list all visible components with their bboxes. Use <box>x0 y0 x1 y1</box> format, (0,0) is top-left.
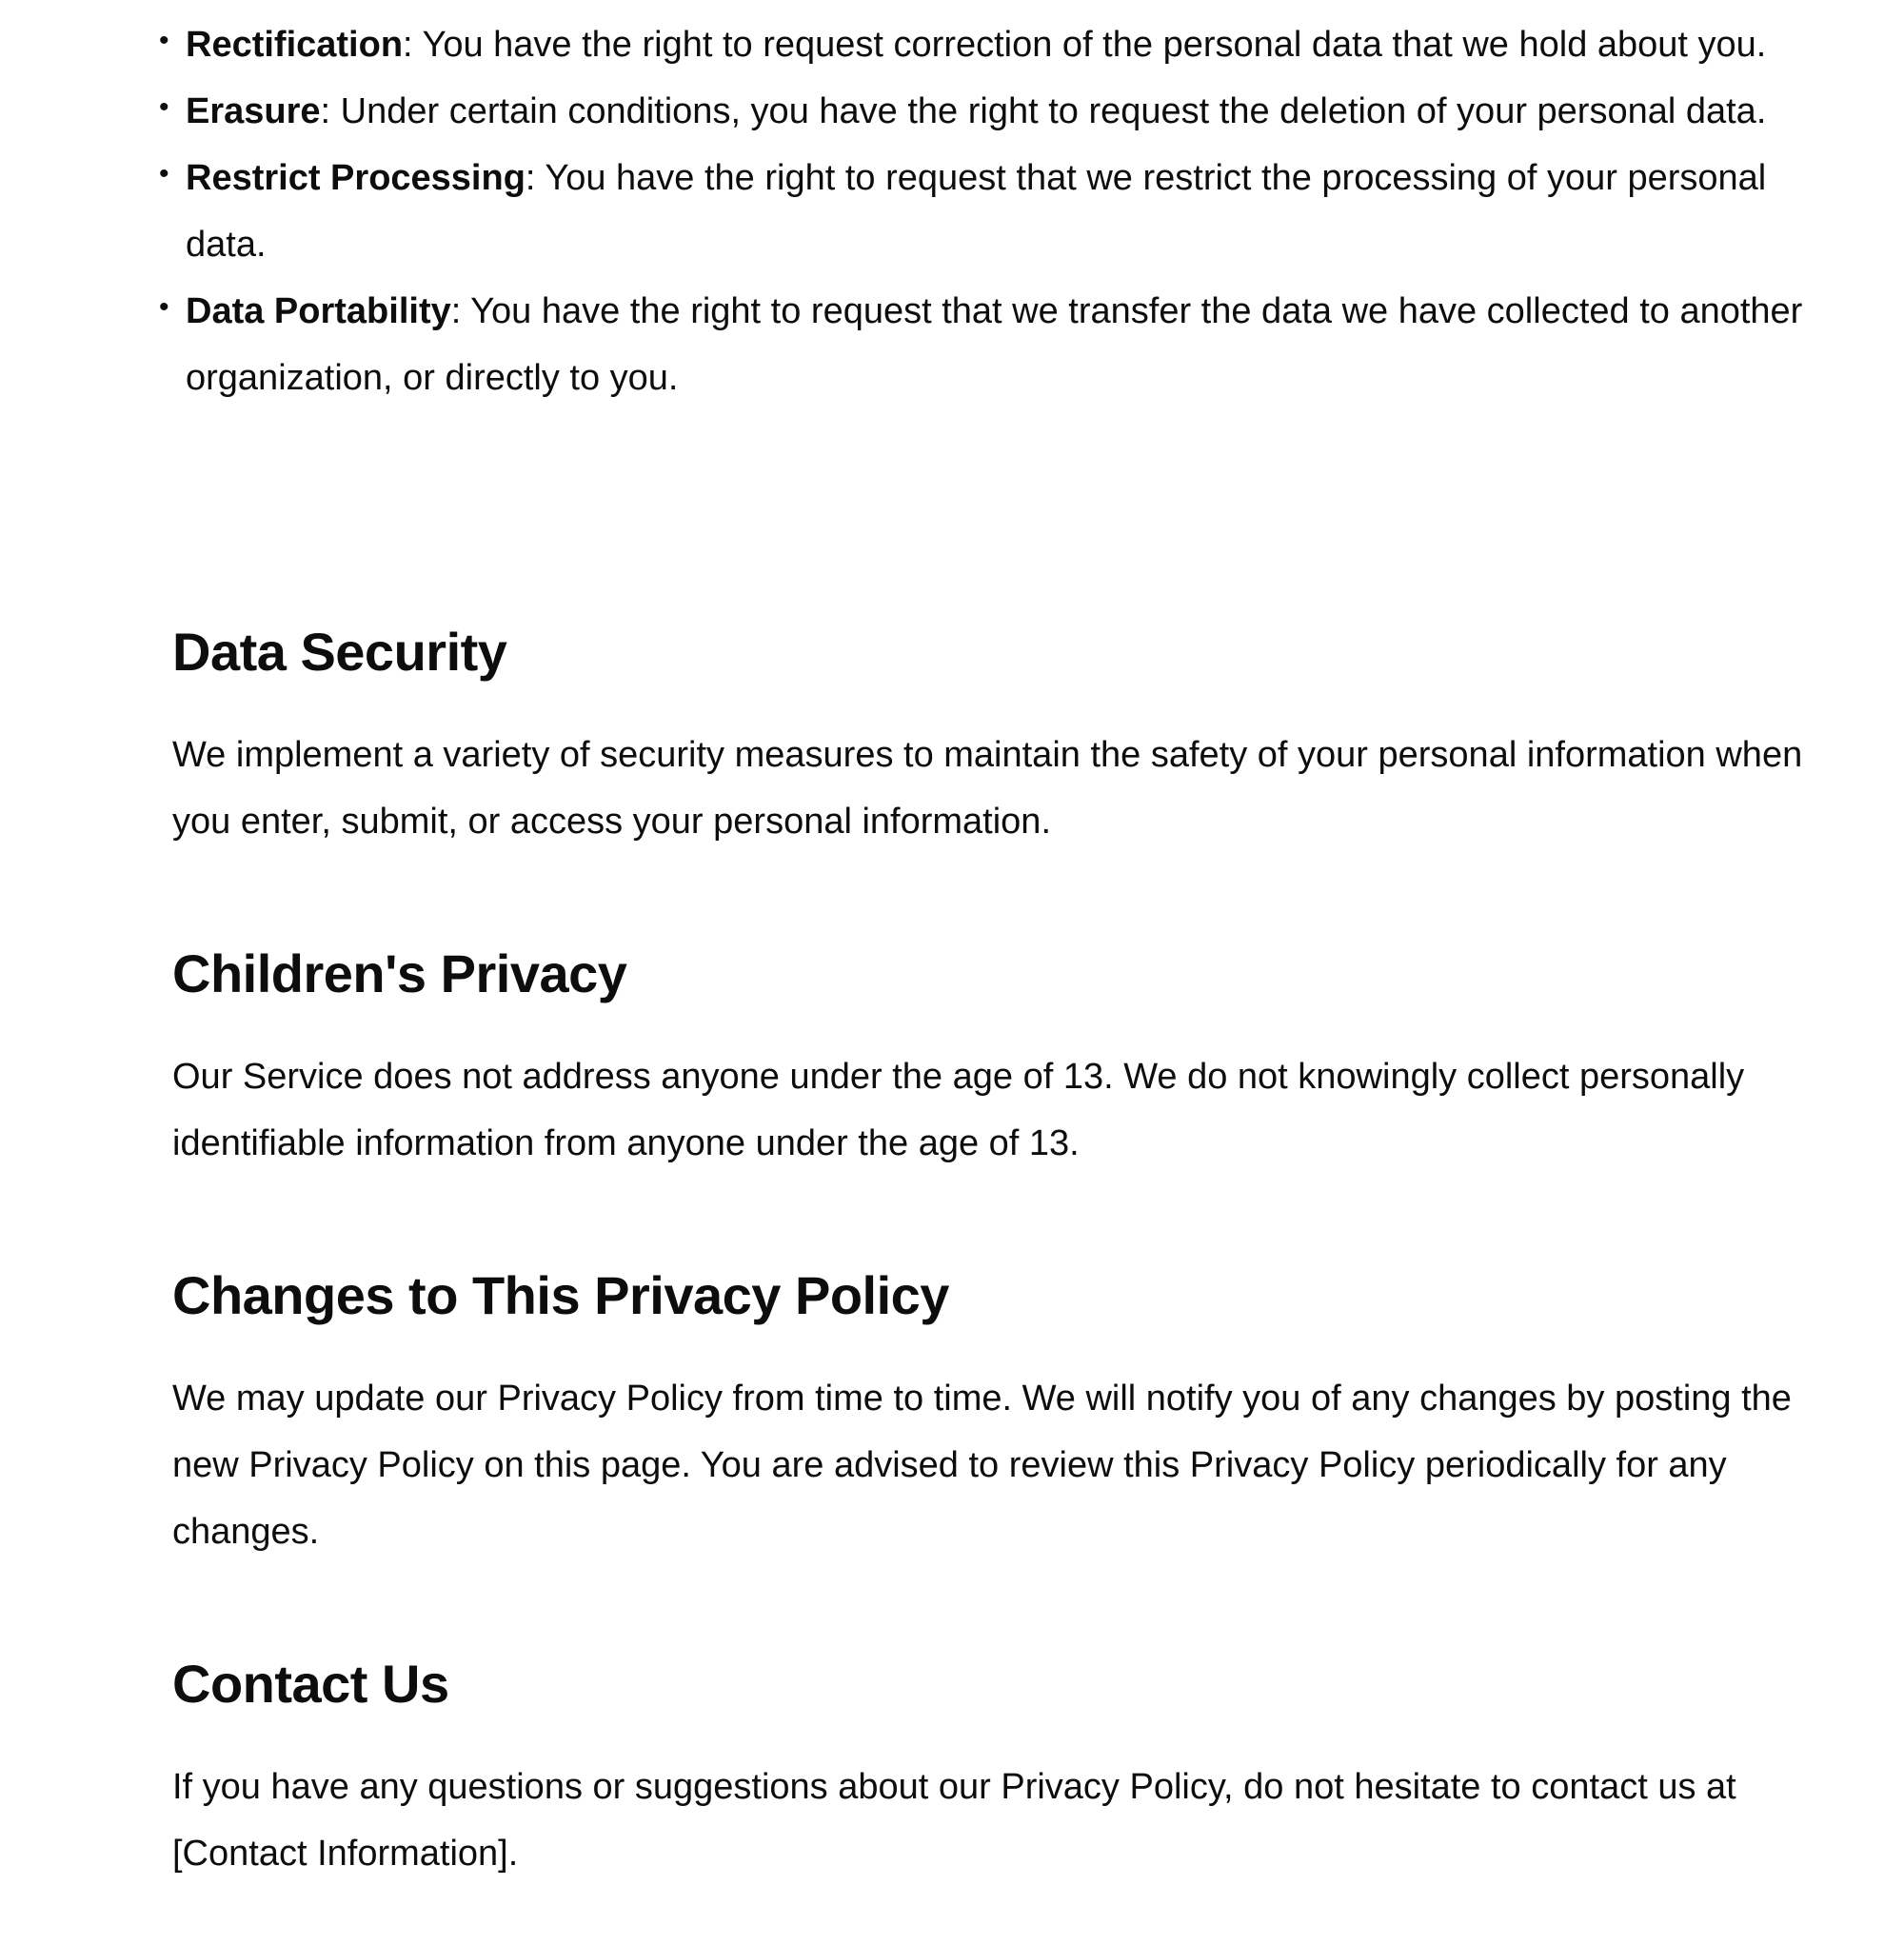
right-term: Rectification <box>186 25 404 65</box>
right-term: Erasure <box>186 91 321 131</box>
right-term: Data Portability <box>186 291 451 331</box>
section-heading: Changes to This Privacy Policy <box>172 1265 949 1325</box>
section-body: If you have any questions or suggestions about our Privacy Policy, do not hesitate to contact us at [Contact Information]. <box>172 1767 1736 1874</box>
right-description: : You have the right to request that we transfer the data we have collected to another organization, or directly to you. <box>186 291 1803 398</box>
section-policy-changes <box>172 1262 1810 1565</box>
section-childrens-privacy <box>172 941 1810 1177</box>
rights-list <box>159 11 1810 411</box>
section-data-security <box>172 619 1810 855</box>
list-item-data-portability <box>159 278 1810 411</box>
right-description: : You have the right to request that we restrict the processing of your personal data. <box>186 158 1767 265</box>
list-item-rectification <box>159 11 1810 78</box>
section-heading: Contact Us <box>172 1654 449 1714</box>
section-contact-us <box>172 1651 1810 1887</box>
section-heading: Data Security <box>172 622 507 682</box>
bullet-icon: • <box>159 91 169 123</box>
section-body: Our Service does not address anyone under the age of 13. We do not knowingly collect personally identifiable information from anyone under the age of 13. <box>172 1057 1745 1163</box>
section-heading: Children's Privacy <box>172 943 627 1003</box>
right-description: : You have the right to request correction of the personal data that we hold about you. <box>403 25 1767 65</box>
bullet-icon: • <box>159 158 169 189</box>
section-body: We implement a variety of security measures to maintain the safety of your personal information when you enter, submit, or access your personal information. <box>172 735 1803 842</box>
right-term: Restrict Processing <box>186 158 526 198</box>
right-description: : Under certain conditions, you have the right to request the deletion of your personal data. <box>320 91 1767 131</box>
list-item-erasure <box>159 78 1810 145</box>
bullet-icon: • <box>159 25 169 56</box>
section-body: We may update our Privacy Policy from time to time. We will notify you of any changes by posting the new Privacy Policy on this page. You are advised to review this Privacy Policy periodically for any changes. <box>172 1379 1792 1552</box>
bullet-icon: • <box>159 291 169 323</box>
list-item-restrict-processing <box>159 145 1810 278</box>
